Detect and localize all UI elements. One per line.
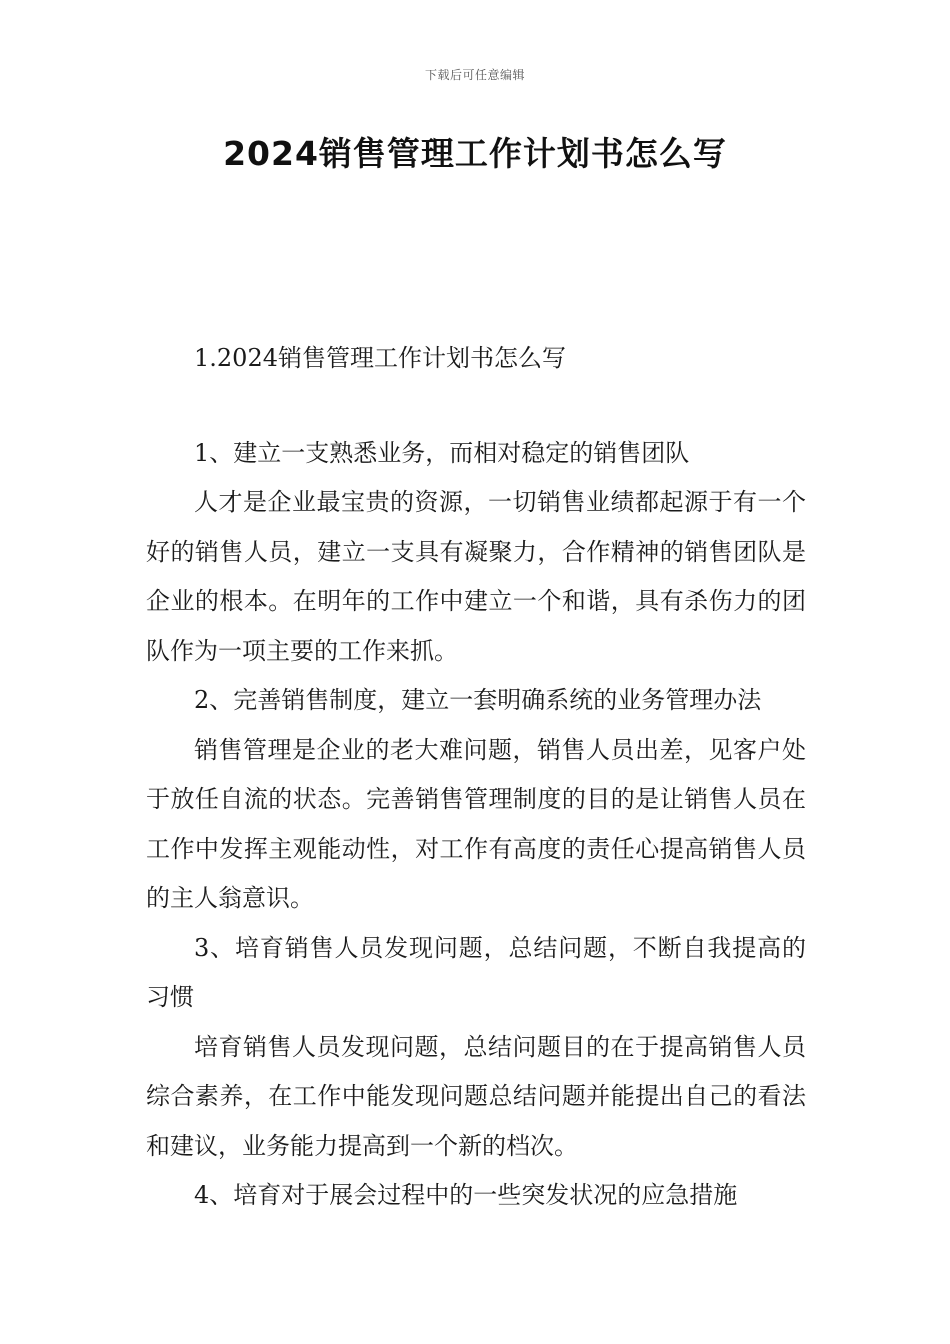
document-body bbox=[146, 334, 806, 1221]
heading-1: 1、建立一支熟悉业务，而相对稳定的销售团队 bbox=[194, 438, 690, 467]
heading-2: 2、完善销售制度，建立一套明确系统的业务管理办法 bbox=[194, 686, 762, 714]
heading-3: 3、培育销售人员发现问题，总结问题，不断自我提高的习惯 bbox=[146, 933, 806, 1011]
section-heading: 1.2024销售管理工作计划书怎么写 bbox=[194, 344, 566, 372]
paragraph-3: 培育销售人员发现问题，总结问题目的在于提高销售人员综合素养，在工作中能发现问题总结问题并能提出自己的看法和建议，业务能力提高到一个新的档次。 bbox=[146, 1032, 806, 1160]
heading-4: 4、培育对于展会过程中的一些突发状况的应急措施 bbox=[194, 1181, 738, 1209]
header-note: 下载后可任意编辑 bbox=[424, 68, 525, 82]
document-title: 2024销售管理工作计划书怎么写 bbox=[223, 134, 727, 173]
paragraph-1: 人才是企业最宝贵的资源，一切销售业绩都起源于有一个好的销售人员，建立一支具有凝聚力，合作精神的销售团队是企业的根本。在明年的工作中建立一个和谐，具有杀伤力的团队作为一项主要的工作来抓。 bbox=[146, 488, 806, 665]
paragraph-2: 销售管理是企业的老大难问题，销售人员出差，见客户处于放任自流的状态。完善销售管理制度的目的是让销售人员在工作中发挥主观能动性，对工作有高度的责任心提高销售人员的主人翁意识。 bbox=[146, 735, 806, 912]
